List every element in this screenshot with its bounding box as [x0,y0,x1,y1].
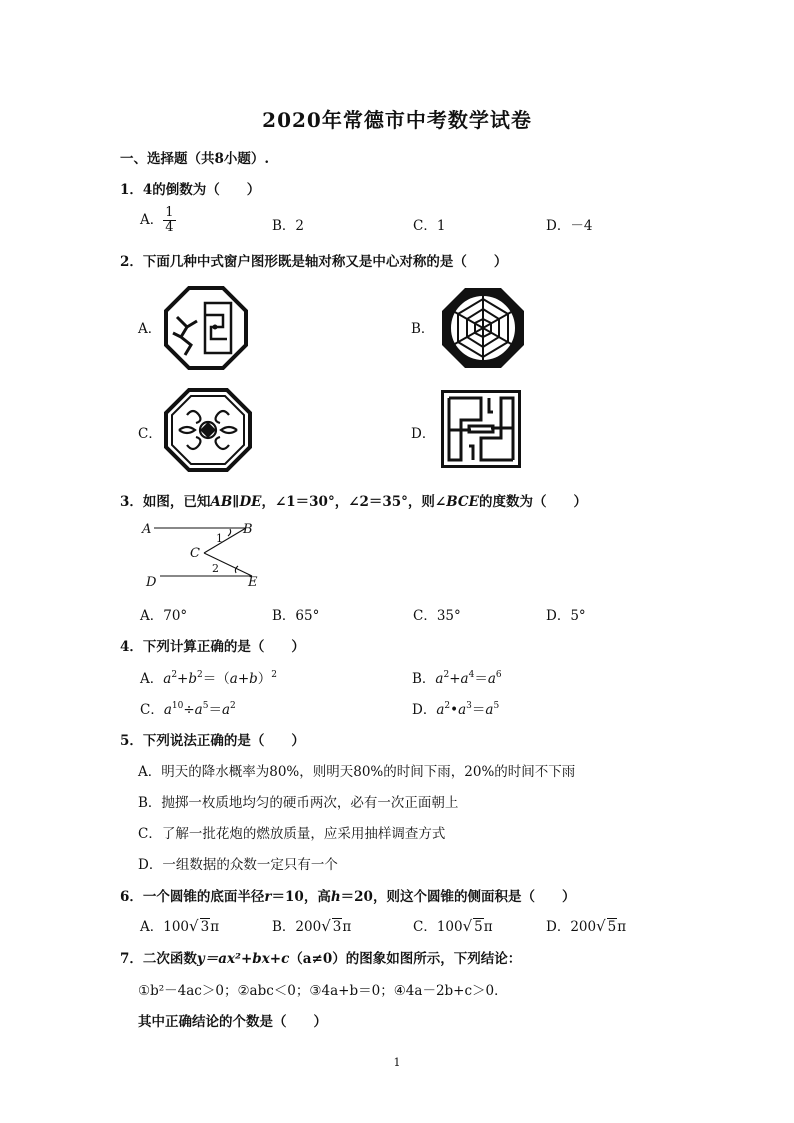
window-b-image [441,287,525,369]
q3-option-a: A．70° [140,608,188,624]
q7-stem: 7．二次函数y＝ax²+bx+c（a≠0）的图象如图所示，下列结论： [120,951,522,967]
q5-stem: 5．下列说法正确的是（ ） [120,733,305,749]
q4-option-c: C．$a^{10}\div a^5=a^2$ [140,701,236,718]
q3-label-angle1: 1 [216,532,223,545]
q2-option-b: B． [411,321,435,337]
q1-option-d: D．－4 [546,218,593,234]
page-number: 1 [393,1056,401,1069]
q3-label-angle2: 2 [212,562,219,575]
q7-conclusion-3: ③4a+b＝0； [309,983,394,999]
q6-option-b: B．200√ 3π [272,917,352,935]
window-d-image [441,390,521,468]
q2-option-c: C． [138,426,162,442]
q3-label-d: D [146,575,157,590]
q5-option-b: B．抛掷一枚质地均匀的硬币两次，必有一次正面朝上 [138,795,459,811]
q3-option-b: B．65° [272,608,320,624]
q3-figure [140,516,270,590]
q6-stem: 6．一个圆锥的底面半径r＝10，高h＝20，则这个圆锥的侧面积是（ ） [120,889,576,905]
q3-label-b: B [243,522,253,537]
q3-option-c: C．35° [413,608,461,624]
q4-option-d: D．$a^2•a^3=a^5$ [412,701,500,718]
q7-conclusion-1: ①b²－4ac＞0； [138,983,238,999]
q5-option-d: D．一组数据的众数一定只有一个 [138,857,338,873]
q3-label-a: A [142,522,152,537]
page-title: 2020年常德市中考数学试卷 [262,108,532,132]
q3-label-e: E [248,575,258,590]
q7-conclusions [138,979,508,999]
q5-option-c: C．了解一批花炮的燃放质量，应采用抽样调查方式 [138,826,446,842]
q5-option-a: A．明天的降水概率为80%，则明天80%的时间下雨，20%的时间不下雨 [138,764,576,780]
q1-option-c: C．1 [413,218,446,234]
section-heading: 一、选择题（共8小题）. [120,151,270,167]
q6-option-c: C．100√ 5π [413,917,493,935]
q1-stem: 1．4的倒数为（ ） [120,182,261,198]
window-c-image [165,389,251,471]
q3-option-d: D．5° [546,608,586,624]
q3-label-c: C [190,546,200,561]
q1-fraction: $\frac{1}{4}$ [165,205,174,235]
q7-conclusion-4: ④4a－2b+c＞0． [393,983,508,999]
q3-stem: 3．如图，已知AB∥DE，∠1＝30°，∠2＝35°，则∠BCE的度数为（ ） [120,494,587,510]
q1-option-a: A． $\frac{1}{4}$ [140,205,174,235]
q2-option-d: D． [411,426,436,442]
q4-option-a: A．$a^2+b^2=(a+b)^2$ [140,670,278,687]
q2-stem: 2．下面几种中式窗户图形既是轴对称又是中心对称的是（ ） [120,254,508,270]
q6-option-d: D．200√ 5π [546,917,627,935]
q4-stem: 4．下列计算正确的是（ ） [120,639,305,655]
q4-option-b: B．$a^2+a^4=a^6$ [412,670,502,687]
q2-option-a: A． [138,321,162,337]
q7-ask: 其中正确结论的个数是（ ） [138,1014,327,1030]
q6-option-a: A．100√ 3π [140,917,220,935]
window-a-image [165,287,247,369]
q1-option-b: B．2 [272,218,305,234]
q7-conclusion-2: ②abc＜0； [237,983,310,999]
